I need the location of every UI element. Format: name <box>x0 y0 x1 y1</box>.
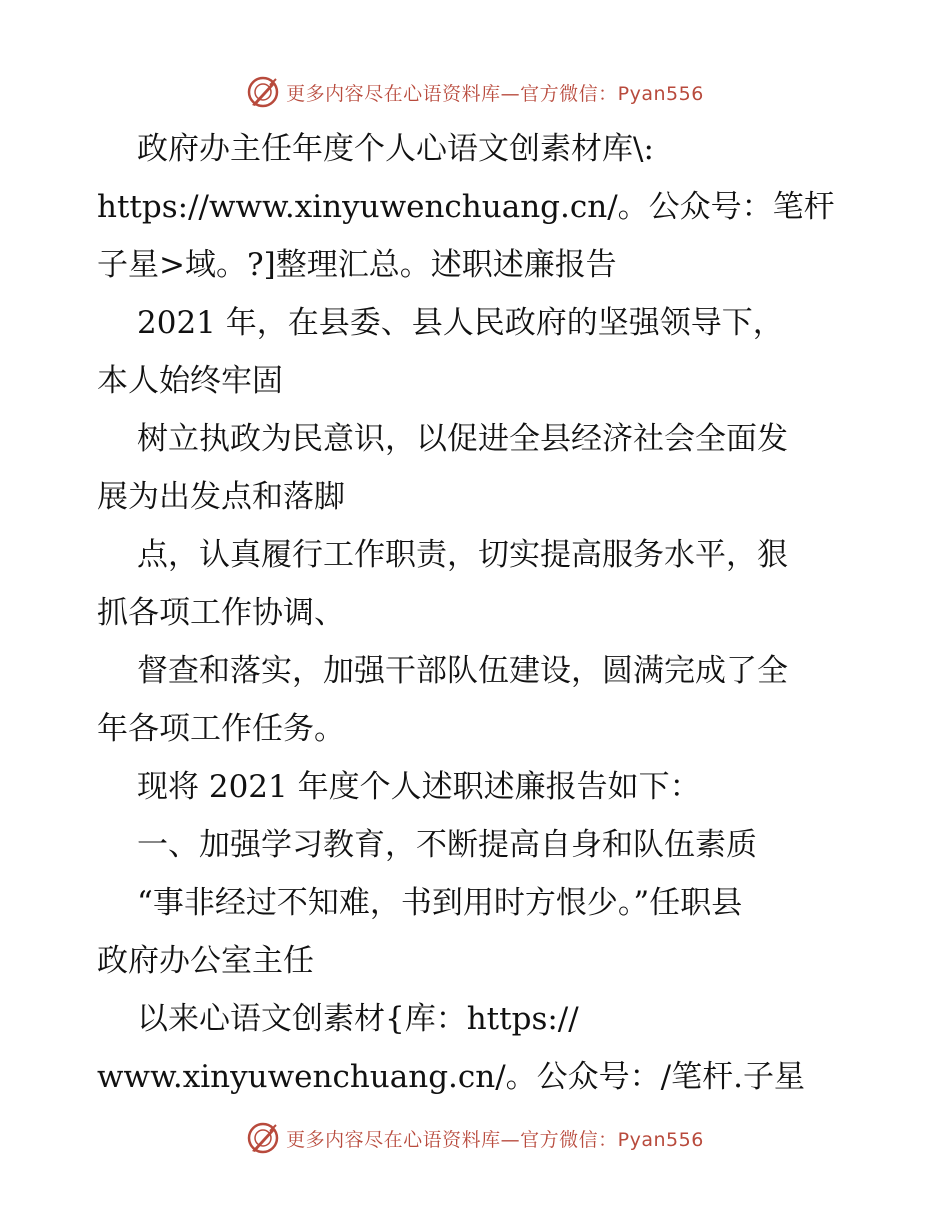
quill-seal-icon <box>246 1121 280 1155</box>
doc-line-17: www.xinyuwenchuang.cn/。公众号：/笔杆.子星 <box>97 1059 805 1095</box>
doc-line-14: “事非经过不知难，书到用时方恨少。”任职县 <box>137 885 743 921</box>
doc-line-16: 以来心语文创素材{库：https:// <box>137 1001 579 1037</box>
doc-line-3: 子星>域。?]整理汇总。述职述廉报告 <box>97 247 617 283</box>
doc-line-9: 抓各项工作协调、 <box>97 595 345 631</box>
doc-line-7: 展为出发点和落脚 <box>97 479 345 515</box>
footer-banner-text: 更多内容尽在心语资料库—官方微信：Pyan556 <box>286 1128 704 1151</box>
document-body <box>97 120 857 1106</box>
doc-line-15: 政府办公室主任 <box>97 943 314 979</box>
doc-line-1: 政府办主任年度个人心语文创素材库\: <box>137 131 654 167</box>
doc-line-4: 2021 年，在县委、县人民政府的坚强领导下， <box>137 305 784 341</box>
doc-line-2: https://www.xinyuwenchuang.cn/。公众号：笔杆 <box>97 189 835 225</box>
doc-line-10: 督查和落实，加强干部队伍建设，圆满完成了全 <box>137 653 788 689</box>
doc-line-12: 现将 2021 年度个人述职述廉报告如下： <box>137 769 701 805</box>
quill-seal-icon <box>246 75 280 109</box>
doc-line-6: 树立执政为民意识，以促进全县经济社会全面发 <box>137 421 788 457</box>
footer-banner-content <box>246 1121 704 1155</box>
header-banner-content <box>246 75 704 109</box>
header-banner-text: 更多内容尽在心语资料库—官方微信：Pyan556 <box>286 82 704 105</box>
header-banner <box>0 72 950 112</box>
doc-line-11: 年各项工作任务。 <box>97 711 345 747</box>
doc-line-5: 本人始终牢固 <box>97 363 283 399</box>
doc-line-13: 一、加强学习教育，不断提高自身和队伍素质 <box>137 827 757 863</box>
doc-line-8: 点，认真履行工作职责，切实提高服务水平，狠 <box>137 537 788 573</box>
footer-banner <box>0 1118 950 1158</box>
